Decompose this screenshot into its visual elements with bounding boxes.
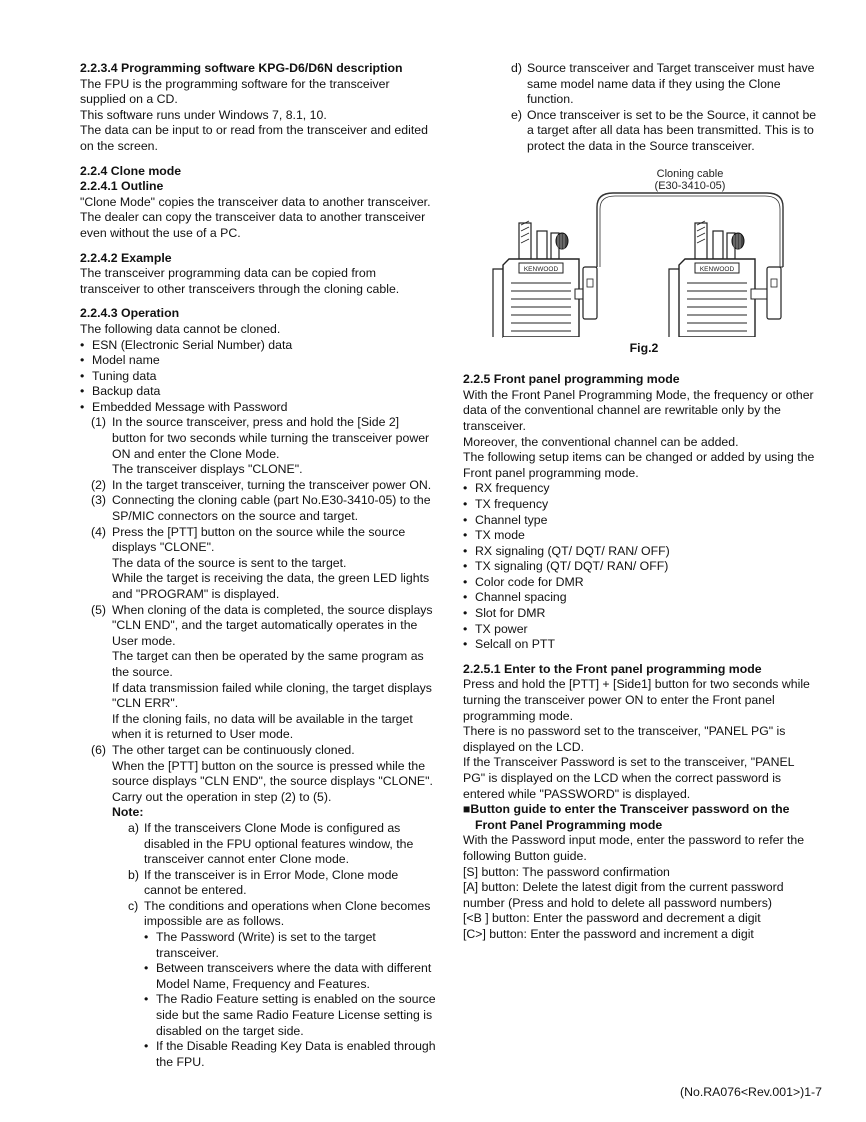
step-number: (1) (91, 415, 107, 430)
step-3 (80, 493, 442, 524)
list-item: • Channel type (463, 513, 825, 529)
text-line: following Button guide. (463, 848, 587, 863)
list-item: • RX frequency (463, 481, 825, 497)
text-line: The FPU is the programming software for the transceiver (80, 76, 390, 91)
text-line: [<B ] button: Enter the password and decrement a digit (463, 911, 761, 926)
list-item: • Tuning data (80, 369, 442, 385)
list-item (80, 961, 442, 992)
list-item: • TX frequency (463, 497, 825, 513)
text-line: There is no password set to the transceiver, "PANEL PG" is (463, 724, 786, 739)
list-item: • Channel spacing (463, 590, 825, 606)
text-line: When cloning of the data is completed, the source displays (112, 602, 433, 617)
text-line: the source. (112, 664, 173, 679)
cable-part-number: (E30-3410-05) (654, 179, 726, 192)
note-letter: b) (128, 867, 139, 882)
list-item: • TX power (463, 622, 825, 638)
text-line: transceiver to other transceivers through the cloning cable. (80, 281, 400, 296)
cloning-cable-inner (600, 196, 780, 267)
list-item: • Color code for DMR (463, 575, 825, 591)
text-line: "CLN ERR". (112, 696, 179, 711)
text-line: • If the Disable Reading Key Data is enabled through (156, 1039, 436, 1054)
text-line: Connecting the cloning cable (part No.E30-3410-05) to the (112, 493, 431, 508)
section-2-2-4-3 (80, 306, 442, 1070)
text-line: [C>] button: Enter the password and increment a digit (463, 926, 754, 941)
text-line: displayed on the LCD. (463, 739, 584, 754)
step-4 (80, 525, 442, 603)
button-guide-heading-cont: Front Panel Programming mode (475, 817, 663, 832)
section-2-2-4-2 (80, 251, 442, 298)
text-line: Once transceiver is set to be the Source, it cannot be (527, 107, 817, 122)
list-item: • Embedded Message with Password (80, 400, 442, 416)
text-line: source displays "CLN END", the source displays "CLONE". (112, 774, 433, 789)
text-line: Press and hold the [PTT] + [Side1] button for two seconds while (463, 677, 810, 692)
note-a (80, 821, 442, 868)
step-5 (80, 603, 442, 743)
text-line: on the screen. (80, 138, 158, 153)
text-line: [A] button: Delete the latest digit from the current password (463, 880, 784, 895)
text-line: • The Radio Feature setting is enabled on the source (156, 992, 436, 1007)
text-line: side but the same Radio Feature License setting is (156, 1008, 433, 1023)
section-2-2-5 (463, 372, 825, 653)
text-line: If data transmission failed while cloning, the target displays (112, 680, 432, 695)
list-item: • ESN (Electronic Serial Number) data (80, 338, 442, 354)
text-line: same model name data if they using the Clone (527, 76, 781, 91)
text-line: The data can be input to or read from the transceiver and edited (80, 123, 428, 138)
source-transceiver (493, 221, 597, 337)
text-line: Carry out the operation in step (2) to (5). (112, 789, 332, 804)
text-line: displays "CLONE". (112, 540, 215, 555)
clone-illustration (463, 159, 825, 339)
text-line: The transceiver displays "CLONE". (112, 462, 303, 477)
text-line: and "PROGRAM" is displayed. (112, 587, 280, 601)
brand-logo: KENWOOD (699, 265, 735, 273)
text-line: number (Press and hold to delete all password numbers) (463, 895, 772, 910)
list-item: • Slot for DMR (463, 606, 825, 622)
page-footer: (No.RA076<Rev.001>)1-7 (680, 1085, 822, 1099)
list-item: • Backup data (80, 384, 442, 400)
note-b (80, 868, 442, 899)
text-line: If the transceivers Clone Mode is configured as (144, 820, 401, 835)
text-line: The target can then be operated by the same program as (112, 649, 424, 664)
text-line: "Clone Mode" copies the transceiver data to another transceiver. (80, 194, 431, 209)
list-item: • TX signaling (QT/ DQT/ RAN/ OFF) (463, 559, 825, 575)
text-line: button for two seconds while turning the transceiver power (112, 431, 430, 446)
text-line: entered while "PASSWORD" is displayed. (463, 786, 691, 801)
text-line: In the target transceiver, turning the transceiver power ON. (112, 477, 432, 492)
text-line: a target after all data has been transmitted. This is to (527, 123, 814, 138)
subsection-heading: 2.2.4.1 Outline (80, 179, 164, 194)
note-letter: d) (511, 61, 522, 75)
text-line: In the source transceiver, press and hold the [Side 2] (112, 415, 400, 430)
button-guide-heading: ■Button guide to enter the Transceiver password on the (463, 802, 790, 817)
text-line: ON and enter the Clone Mode. (112, 446, 280, 461)
right-column (463, 61, 825, 943)
list-item (80, 992, 442, 1039)
text-line: "CLN END", and the target automatically operates in the (112, 618, 418, 633)
section-2-2-4 (80, 164, 442, 242)
step-2 (80, 478, 442, 494)
step-number: (6) (91, 742, 107, 757)
note-e (463, 108, 825, 155)
text-line: The transceiver programming data can be copied from (80, 266, 376, 281)
step-6 (80, 743, 442, 805)
text-line: The data of the source is sent to the target. (112, 555, 347, 570)
text-line: The following setup items can be changed or added by using the (463, 450, 815, 465)
note-letter: a) (128, 820, 139, 835)
note-letter: e) (511, 107, 522, 122)
section-heading: 2.2.4 Clone mode (80, 163, 182, 178)
text-line: Front panel programming mode. (463, 465, 639, 480)
text-line: turning the transceiver power ON to enter the Front panel (463, 693, 775, 708)
text-line: Moreover, the conventional channel can be added. (463, 434, 739, 449)
section-heading: 2.2.5.1 Enter to the Front panel programming mode (463, 661, 762, 676)
list-item (80, 930, 442, 961)
text-line: • Between transceivers where the data with different (156, 961, 432, 976)
note-c (80, 899, 442, 930)
text-line: • The Password (Write) is set to the target (156, 930, 376, 945)
text-line: While the target is receiving the data, the green LED lights (112, 571, 430, 586)
text-line: programming mode. (463, 708, 574, 723)
clone-figure (463, 159, 825, 339)
text-line: transceiver cannot enter Clone mode. (144, 852, 350, 867)
cloning-cable (597, 193, 783, 267)
text-line: When the [PTT] button on the source is pressed while the (112, 758, 426, 773)
text-line: The other target can be continuously cloned. (112, 742, 355, 757)
text-line: If the Transceiver Password is set to the transceiver, "PANEL (463, 755, 795, 770)
text-line: the FPU. (156, 1054, 205, 1069)
text-line: Model Name, Frequency and Features. (156, 976, 370, 991)
text-line: SP/MIC connectors on the source and target. (112, 509, 359, 524)
text-line: protect the data in the Source transceiver. (527, 138, 755, 153)
text-line: function. (527, 92, 574, 107)
text-line: The dealer can copy the transceiver data to another transceiver (80, 210, 426, 225)
text-line: supplied on a CD. (80, 92, 178, 107)
section-heading: 2.2.5 Front panel programming mode (463, 372, 680, 387)
text-line: when it is returned to User mode. (112, 727, 294, 742)
list-item (80, 1039, 442, 1070)
left-column (80, 61, 442, 1070)
step-number: (3) (91, 493, 107, 508)
section-2-2-3-4 (80, 61, 442, 155)
list-item: • RX signaling (QT/ DQT/ RAN/ OFF) (463, 544, 825, 560)
step-number: (4) (91, 524, 107, 539)
note-letter: c) (128, 898, 139, 913)
note-label: Note: (112, 805, 144, 820)
figure-caption: Fig.2 (629, 340, 659, 355)
list-item: • TX mode (463, 528, 825, 544)
text-line: disabled on the target side. (156, 1023, 304, 1038)
text-line: Press the [PTT] button on the source while the source (112, 524, 406, 539)
note-d (463, 61, 825, 108)
section-heading: 2.2.4.2 Example (80, 250, 172, 265)
text-line: cannot be entered. (144, 883, 247, 898)
text-line: The conditions and operations when Clone becomes (144, 898, 431, 913)
text-line: [S] button: The password confirmation (463, 864, 670, 879)
target-transceiver (669, 221, 781, 337)
brand-logo: KENWOOD (523, 265, 559, 273)
text-line: PG" is displayed on the LCD when the correct password is (463, 771, 782, 785)
section-heading: 2.2.3.4 Programming software KPG-D6/D6N description (80, 61, 403, 75)
text-line: disabled in the FPU optional features window, the (144, 836, 414, 851)
text-line: If the transceiver is in Error Mode, Clone mode (144, 867, 399, 882)
text-line: transceiver. (156, 945, 219, 960)
text-line: With the Front Panel Programming Mode, the frequency or other (463, 387, 814, 402)
text-line: impossible are as follows. (144, 914, 285, 929)
text-line: even without the use of a PC. (80, 225, 241, 240)
step-number: (2) (91, 477, 107, 492)
cable-label: Cloning cable (656, 167, 724, 180)
text-line: This software runs under Windows 7, 8.1, 10. (80, 107, 327, 122)
step-number: (5) (91, 602, 107, 617)
list-item: • Selcall on PTT (463, 637, 825, 653)
text-line: data of the conventional channel are rewritable only by the (463, 403, 781, 418)
text-line: If the cloning fails, no data will be available in the target (112, 711, 413, 726)
text-line: transceiver. (463, 418, 526, 433)
text-line: Source transceiver and Target transceiver must have (527, 61, 815, 75)
text-line: With the Password input mode, enter the password to refer the (463, 833, 805, 848)
step-1 (80, 415, 442, 477)
section-2-2-5-1 (463, 662, 825, 943)
list-item: • Model name (80, 353, 442, 369)
section-heading: 2.2.4.3 Operation (80, 306, 180, 321)
text-line: The following data cannot be cloned. (80, 321, 281, 336)
text-line: User mode. (112, 633, 176, 648)
